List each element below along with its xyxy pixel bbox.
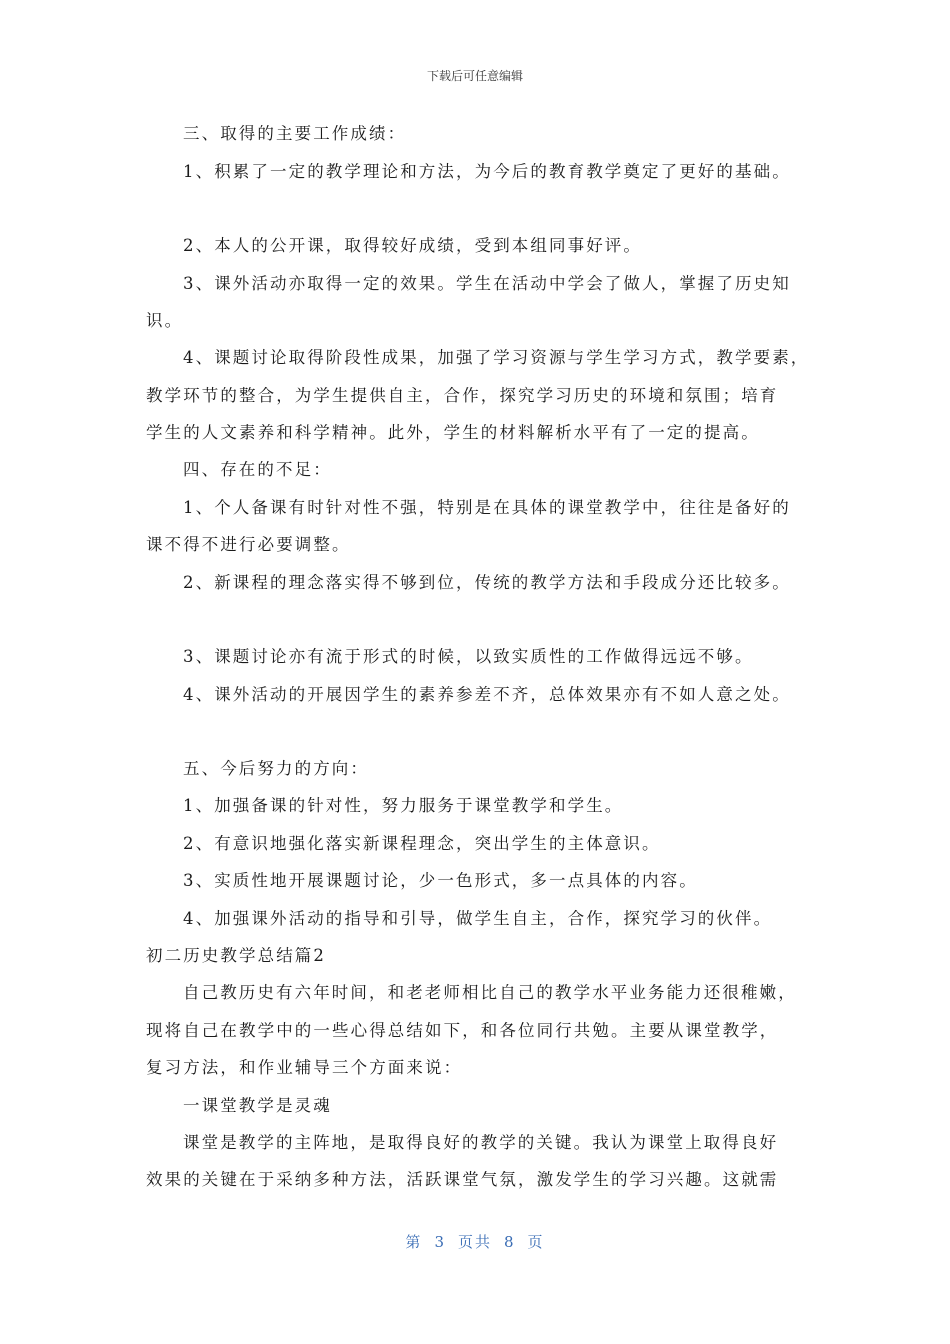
paragraph-line: 教学环节的整合，为学生提供自主，合作，探究学习历史的环境和氛围；培育 (146, 386, 779, 405)
paragraph-line: 复习方法，和作业辅导三个方面来说： (146, 1058, 463, 1077)
total-page-count: 8 (504, 1233, 516, 1251)
page-footer (0, 1231, 950, 1252)
paragraph-line: 1、加强备课的针对性，努力服务于课堂教学和学生。 (183, 796, 624, 815)
paragraph-line: 4、课题讨论取得阶段性成果，加强了学习资源与学生学习方式，教学要素， (183, 348, 810, 367)
footer-label-middle: 页共 (457, 1233, 492, 1251)
paragraph-line: 3、课题讨论亦有流于形式的时候，以致实质性的工作做得远远不够。 (183, 647, 754, 666)
paragraph-line: 课堂是教学的主阵地，是取得良好的教学的关键。我认为课堂上取得良好 (183, 1133, 779, 1152)
article-title: 初二历史教学总结篇2 (146, 946, 326, 965)
paragraph-line: 自己教历史有六年时间，和老老师相比自己的教学水平业务能力还很稚嫩， (183, 983, 797, 1002)
paragraph-line: 2、本人的公开课，取得较好成绩，受到本组同事好评。 (183, 236, 642, 255)
page-header-note: 下载后可任意编辑 (426, 69, 523, 83)
paragraph-line: 课不得不进行必要调整。 (146, 535, 351, 554)
paragraph-line: 2、有意识地强化落实新课程理念，突出学生的主体意识。 (183, 834, 661, 853)
section-heading-5: 五、今后努力的方向： (183, 759, 369, 778)
section-heading-3: 三、取得的主要工作成绩： (183, 124, 407, 143)
section-heading-4: 四、存在的不足： (183, 460, 332, 479)
paragraph-line: 1、积累了一定的教学理论和方法，为今后的教育教学奠定了更好的基础。 (183, 162, 791, 181)
paragraph-line: 3、实质性地开展课题讨论，少一色形式，多一点具体的内容。 (183, 871, 698, 890)
footer-label-suffix: 页 (527, 1233, 545, 1251)
paragraph-line: 1、个人备课有时针对性不强，特别是在具体的课堂教学中，往往是备好的 (183, 498, 791, 517)
paragraph-line: 识。 (146, 311, 184, 330)
subsection-heading: 一课堂教学是灵魂 (183, 1096, 332, 1115)
paragraph-line: 4、课外活动的开展因学生的素养参差不齐，总体效果亦有不如人意之处。 (183, 685, 791, 704)
paragraph-line: 4、加强课外活动的指导和引导，做学生自主，合作，探究学习的伙伴。 (183, 909, 773, 928)
paragraph-line: 2、新课程的理念落实得不够到位，传统的教学方法和手段成分还比较多。 (183, 573, 791, 592)
paragraph-line: 效果的关键在于采纳多种方法，活跃课堂气氛，激发学生的学习兴趣。这就需 (146, 1170, 779, 1189)
paragraph-line: 学生的人文素养和科学精神。此外，学生的材料解析水平有了一定的提高。 (146, 423, 760, 442)
paragraph-line: 3、课外活动亦取得一定的效果。学生在活动中学会了做人，掌握了历史知 (183, 274, 791, 293)
footer-label-prefix: 第 (405, 1233, 423, 1251)
paragraph-line: 现将自己在教学中的一些心得总结如下，和各位同行共勉。主要从课堂教学， (146, 1021, 779, 1040)
current-page-number: 3 (434, 1233, 446, 1251)
